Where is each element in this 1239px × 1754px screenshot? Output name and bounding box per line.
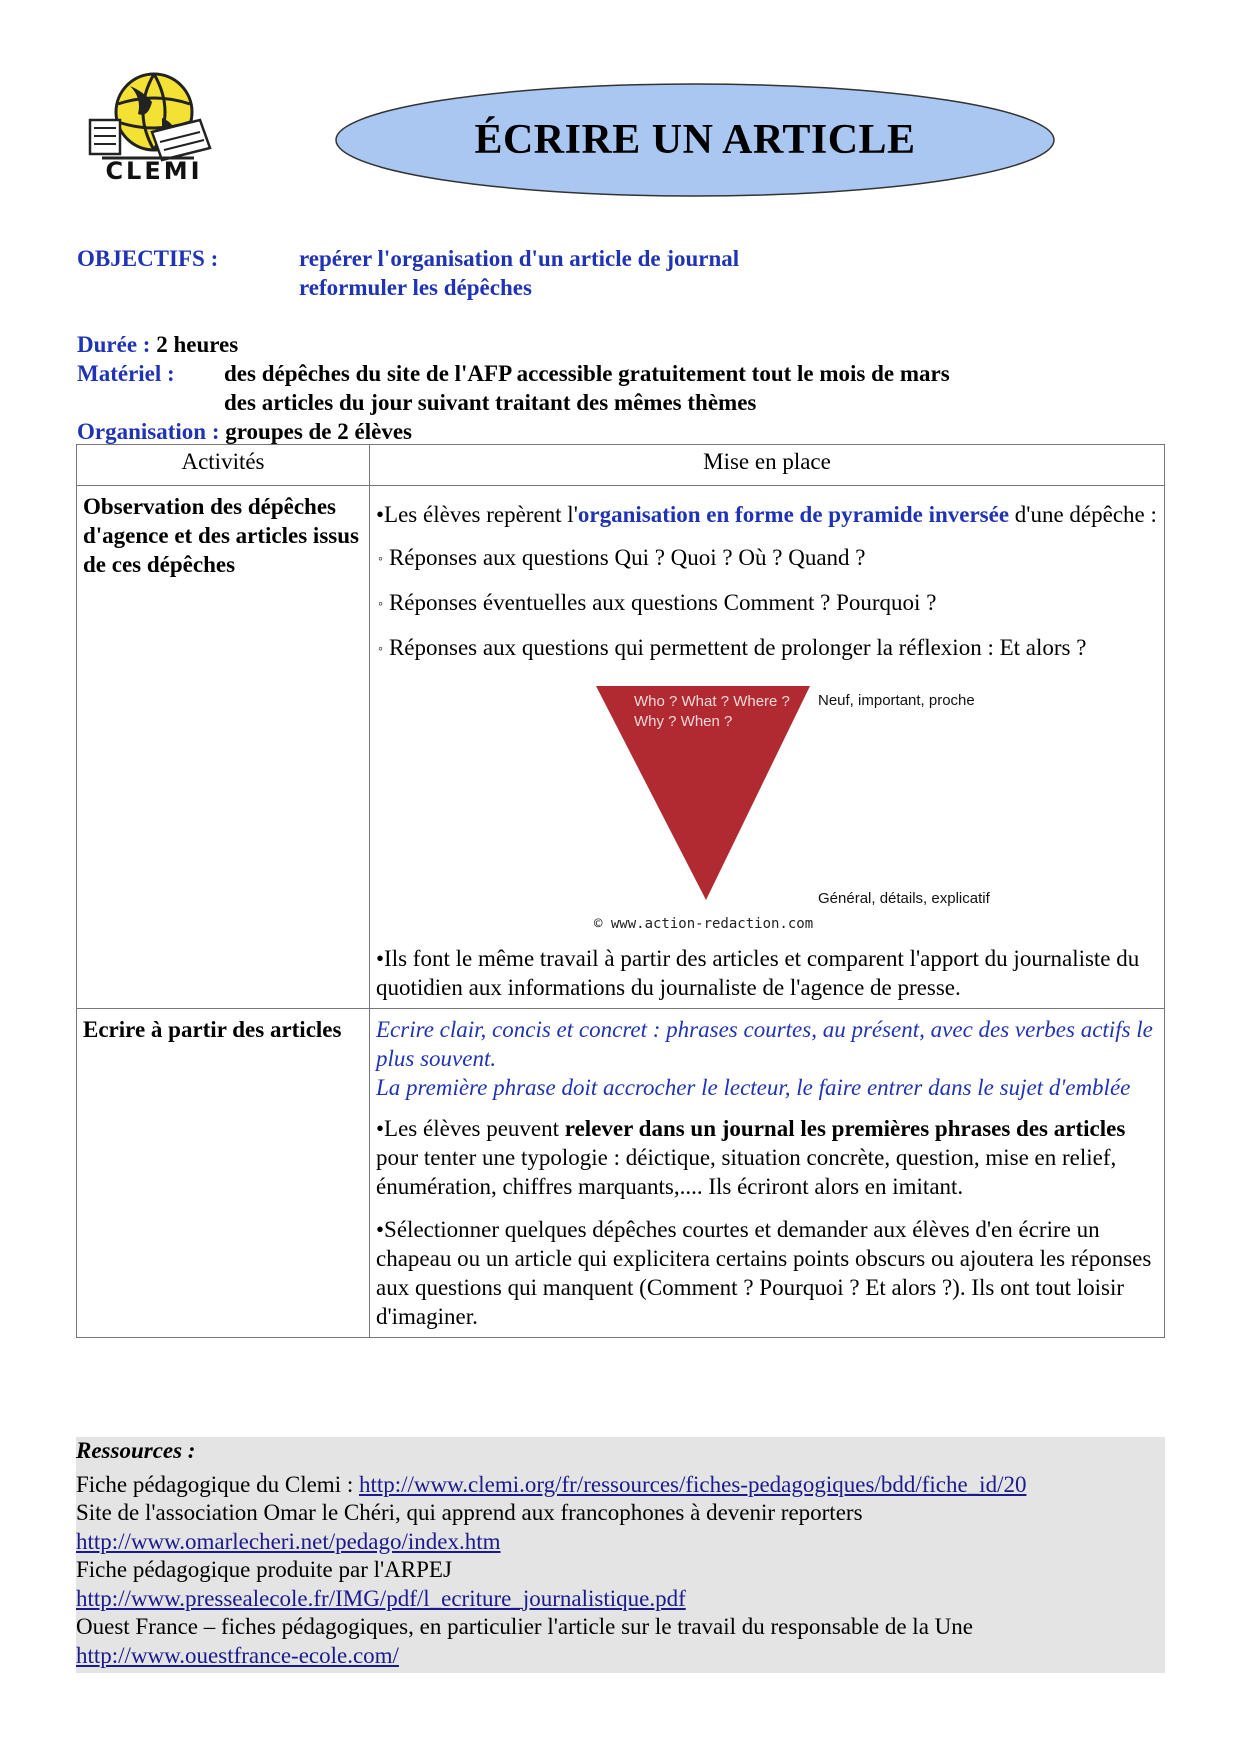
materiel-label: Matériel : xyxy=(77,361,175,386)
table-header-row xyxy=(77,445,1165,486)
duree-value: 2 heures xyxy=(156,332,239,357)
pyramid-inner-line: Why ? When ? xyxy=(634,713,733,730)
list-item xyxy=(376,543,1158,574)
intro-text-end: d'une dépêche : xyxy=(1009,502,1157,527)
header-mise-en-place: Mise en place xyxy=(370,445,1165,486)
organisation-value: groupes de 2 élèves xyxy=(225,419,412,444)
list-item xyxy=(376,588,1158,619)
guideline-block xyxy=(376,1015,1158,1102)
materiel-list xyxy=(224,359,950,417)
clemi-logo xyxy=(82,62,227,190)
resource-link[interactable]: http://www.clemi.org/fr/ressources/fiches-pedagogiques/bdd/fiche_id/20 xyxy=(358,1471,1027,1497)
organisation-line xyxy=(77,417,412,446)
pyramid-credit: © www.action-redaction.com xyxy=(594,916,814,932)
materiel-line: des dépêches du site de l'AFP accessible gratuitement tout le mois de mars xyxy=(224,361,950,386)
circle-bullet-icon: ◦ xyxy=(378,597,383,612)
resource-link[interactable]: http://www.ouestfrance-ecole.com/ xyxy=(76,1642,399,1668)
resource-line xyxy=(76,1642,1165,1671)
paragraph-text-end: pour tenter une typologie : déictique, situation concrète, question, mise en relief, énumération, chiffres marquants,.... Ils écriront alors en imitant. xyxy=(376,1145,1117,1199)
resource-line: Ouest France – fiches pédagogiques, en particulier l'article sur le travail du responsable de la Une xyxy=(76,1614,973,1639)
closing-paragraph: •Ils font le même travail à partir des articles et comparent l'apport du journaliste du quotidien aux informations du journaliste de l'agence de presse. xyxy=(376,946,1140,1000)
table-row xyxy=(77,1009,1165,1338)
pyramid-bottom-label: Général, détails, explicatif xyxy=(818,890,990,907)
resource-line: Fiche pédagogique produite par l'ARPEJ xyxy=(76,1557,452,1582)
table-row xyxy=(77,486,1165,1009)
paragraph-text: •Les élèves peuvent xyxy=(376,1116,565,1141)
page-title: ÉCRIRE UN ARTICLE xyxy=(474,117,916,163)
paragraph: •Sélectionner quelques dépêches courtes et demander aux élèves d'en écrire un chapeau ou un article qui explicitera certains points obscurs ou ajoutera les réponses aux questions qui manquent (Comment ? Pourquoi ? Et alors ?). Ils ont tout loisir d'imaginer. xyxy=(376,1217,1152,1329)
paragraph-emphasis: relever dans un journal les premières phrases des articles xyxy=(564,1116,1126,1141)
mise-en-place-cell xyxy=(370,486,1165,1009)
list-item-text: Réponses aux questions Qui ? Quoi ? Où ? Quand ? xyxy=(388,545,866,570)
paragraph xyxy=(376,1114,1158,1201)
resource-line xyxy=(76,1528,1165,1557)
circle-bullet-icon: ◦ xyxy=(378,552,383,567)
duree-label: Durée : xyxy=(77,332,151,357)
resource-text: Fiche pédagogique du Clemi : xyxy=(76,1471,359,1497)
pyramid-top-label: Neuf, important, proche xyxy=(818,692,975,709)
objectif-line: reformuler les dépêches xyxy=(299,275,532,300)
objectif-line: repérer l'organisation d'un article de journal xyxy=(299,246,740,271)
organisation-label: Organisation : xyxy=(77,419,220,444)
list-item-text: Réponses aux questions qui permettent de prolonger la réflexion : Et alors ? xyxy=(388,635,1087,660)
objectifs-label: OBJECTIFS : xyxy=(77,246,219,271)
pyramid-inner-line: Who ? What ? Where ? xyxy=(634,693,790,710)
activity-cell: Ecrire à partir des articles xyxy=(77,1009,370,1338)
resource-line xyxy=(76,1471,1165,1500)
header-activites: Activités xyxy=(77,445,370,486)
materiel-line: des articles du jour suivant traitant des mêmes thèmes xyxy=(224,390,757,415)
activity-cell: Observation des dépêches d'agence et des articles issus de ces dépêches xyxy=(77,486,370,1009)
resource-link[interactable]: http://www.omarlecheri.net/pedago/index.htm xyxy=(76,1528,501,1554)
mise-en-place-cell xyxy=(370,1009,1165,1338)
guideline-line: Ecrire clair, concis et concret : phrases courtes, au présent, avec des verbes actifs le plus souvent. xyxy=(376,1017,1153,1071)
resource-line xyxy=(76,1585,1165,1614)
duree-line xyxy=(77,330,238,359)
list-item-text: Réponses éventuelles aux questions Comment ? Pourquoi ? xyxy=(388,590,937,615)
activities-table xyxy=(76,444,1165,1338)
resource-link[interactable]: http://www.pressealecole.fr/IMG/pdf/l_ecriture_journalistique.pdf xyxy=(76,1585,686,1611)
pyramid-inner-text xyxy=(634,692,790,732)
resources-title: Ressources : xyxy=(76,1438,196,1463)
circle-bullet-icon: ◦ xyxy=(378,642,383,657)
objectifs-list xyxy=(299,244,739,302)
logo-text: CLEMI xyxy=(105,157,203,185)
resource-line: Site de l'association Omar le Chéri, qui apprend aux francophones à devenir reporters xyxy=(76,1500,863,1525)
inverted-pyramid-figure xyxy=(594,678,1114,930)
guideline-line: La première phrase doit accrocher le lecteur, le faire entrer dans le sujet d'emblée xyxy=(376,1075,1131,1100)
resources-section xyxy=(76,1437,1165,1673)
intro-text: •Les élèves repèrent l' xyxy=(376,502,578,527)
intro-highlight: organisation en forme de pyramide inversée xyxy=(577,502,1010,527)
intro-paragraph xyxy=(376,500,1158,529)
list-item xyxy=(376,633,1158,664)
